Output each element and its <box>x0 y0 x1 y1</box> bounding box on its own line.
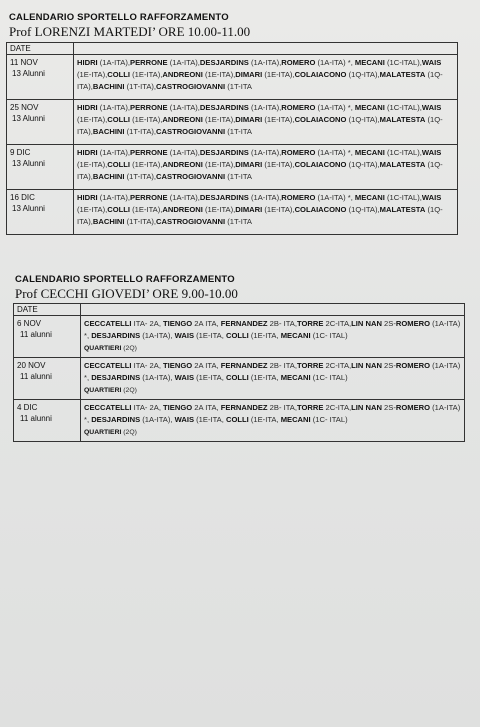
student-name: DIMARI <box>235 70 263 79</box>
student-class: (1T-ITA), <box>124 217 157 226</box>
student-class: (2Q) <box>121 429 137 436</box>
student-class: (1A-ITA), <box>248 103 282 112</box>
table-row <box>7 145 458 190</box>
student-name: ROMERO <box>281 58 316 67</box>
student-class: (1E-ITA), <box>77 70 108 79</box>
student-class: (1A-ITA), <box>167 58 200 67</box>
student-class: (1C-ITAL), <box>384 58 422 67</box>
student-class: (1A-ITA), <box>167 148 200 157</box>
student-class: (1A-ITA), <box>167 103 200 112</box>
student-name: DESJARDINS <box>199 103 249 112</box>
student-class: (1E-ITA), <box>130 205 163 214</box>
student-name: COLAIACONO <box>294 70 347 79</box>
student-class: (1A-ITA) *, <box>315 193 355 202</box>
date-cell <box>14 316 81 358</box>
student-name: FERNANDEZ <box>220 319 268 328</box>
student-class: (1E-ITA), <box>262 160 295 169</box>
student-class: (1E-ITA), <box>77 115 108 124</box>
student-class: (1T-ITA <box>225 217 252 226</box>
student-class: (1E-ITA), <box>130 70 163 79</box>
student-class: (1A-ITA), <box>248 193 282 202</box>
student-name: DESJARDINS <box>91 373 141 382</box>
student-class: (1E-ITA, <box>194 331 226 340</box>
table-row <box>14 358 465 400</box>
student-name: BACHINI <box>92 217 125 226</box>
table-row <box>7 55 458 100</box>
student-name: HIDRI <box>77 103 98 112</box>
date-cell <box>14 358 81 400</box>
student-list <box>81 316 465 358</box>
student-class: (1E-ITA), <box>262 70 295 79</box>
student-name: TORRE <box>296 403 324 412</box>
student-class: (1Q-ITA), <box>77 205 443 226</box>
student-class: (1E-ITA), <box>202 70 236 79</box>
student-name: BACHINI <box>92 127 125 136</box>
student-name: HIDRI <box>77 58 98 67</box>
student-class: (1T-ITA), <box>124 172 157 181</box>
student-class: (1E-ITA), <box>202 160 236 169</box>
student-name: LIN NAN <box>351 403 382 412</box>
prof-schedule-line: Prof CECCHI GIOVEDI’ ORE 9.00-10.00 <box>15 286 238 301</box>
student-class: (1E-ITA), <box>77 205 108 214</box>
student-name: MALATESTA <box>379 115 426 124</box>
student-list <box>74 55 458 100</box>
section-cecchi <box>13 274 465 442</box>
student-count: 13 Alunni <box>12 114 45 123</box>
student-class: (1A-ITA) *, <box>84 403 461 424</box>
student-name: PERRONE <box>130 103 168 112</box>
student-class: 2C-ITA, <box>323 403 352 412</box>
student-name: LIN NAN <box>351 361 382 370</box>
student-count: 11 alunni <box>20 372 52 381</box>
student-class: (1A-ITA), <box>97 193 131 202</box>
student-name: MECANI <box>354 148 385 157</box>
student-name: MALATESTA <box>379 160 426 169</box>
student-name: WAIS <box>174 415 195 424</box>
section-title: CALENDARIO SPORTELLO RAFFORZAMENTO <box>9 12 229 23</box>
student-name: DESJARDINS <box>91 415 141 424</box>
student-name: DESJARDINS <box>199 58 249 67</box>
section-lorenzi <box>6 12 458 235</box>
student-class: 2B- ITA, <box>267 403 297 412</box>
student-name: MECANI <box>280 373 311 382</box>
schedule-table <box>6 42 458 235</box>
student-name: WAIS <box>421 58 442 67</box>
table-row <box>7 190 458 235</box>
student-class: (1C- ITAL) <box>310 373 348 382</box>
student-name: FERNANDEZ <box>220 361 268 370</box>
student-name: DESJARDINS <box>91 331 141 340</box>
student-name: COLLI <box>225 373 249 382</box>
student-class: (1A-ITA), <box>248 58 282 67</box>
date-cell <box>7 145 74 190</box>
session-date: 6 NOV <box>17 319 42 328</box>
student-count: 13 Alunni <box>12 204 45 213</box>
student-class: (1Q-ITA), <box>346 160 380 169</box>
student-class: (1T-ITA <box>225 82 252 91</box>
student-class: (1E-ITA, <box>194 373 226 382</box>
date-cell <box>14 400 81 442</box>
student-class: ITA- 2A, <box>131 403 164 412</box>
student-class: (1A-ITA), <box>97 103 131 112</box>
prof-schedule-line: Prof LORENZI MARTEDI’ ORE 10.00-11.00 <box>9 24 251 39</box>
session-date: 11 NOV <box>10 58 38 67</box>
student-list <box>81 400 465 442</box>
student-name: TIENGO <box>163 361 193 370</box>
student-class: (1C- ITAL) <box>310 331 348 340</box>
student-class: (1A-ITA), <box>140 415 175 424</box>
student-name: WAIS <box>421 148 442 157</box>
student-name: BACHINI <box>92 82 125 91</box>
student-class: (1T-ITA <box>225 127 252 136</box>
student-name: CECCATELLI <box>84 319 132 328</box>
date-cell <box>7 55 74 100</box>
student-class: (1C-ITAL), <box>384 193 422 202</box>
student-list <box>74 145 458 190</box>
student-name: ANDREONI <box>162 160 203 169</box>
student-class: 2A ITA, <box>192 403 221 412</box>
date-cell <box>7 190 74 235</box>
student-class: ITA- 2A, <box>131 361 164 370</box>
student-name: WAIS <box>421 193 442 202</box>
student-name: DIMARI <box>235 205 263 214</box>
student-name: COLAIACONO <box>294 115 347 124</box>
student-name: TIENGO <box>163 403 193 412</box>
student-class: (1T-ITA), <box>124 82 157 91</box>
student-name: COLAIACONO <box>294 160 347 169</box>
student-class: 2S- <box>381 361 396 370</box>
student-name: COLLI <box>225 331 249 340</box>
student-name: CECCATELLI <box>84 361 132 370</box>
section-title: CALENDARIO SPORTELLO RAFFORZAMENTO <box>15 274 235 285</box>
table-row <box>14 400 465 442</box>
student-class: 2C-ITA, <box>323 319 352 328</box>
student-count: 13 Alunni <box>12 159 45 168</box>
student-name: DIMARI <box>235 160 263 169</box>
student-name: ROMERO <box>281 103 316 112</box>
student-name: COLLI <box>107 70 131 79</box>
student-class: (1E-ITA), <box>130 160 163 169</box>
student-class: (1E-ITA, <box>248 331 281 340</box>
student-name: COLAIACONO <box>294 205 347 214</box>
student-class: (1Q-ITA), <box>346 205 380 214</box>
student-class: (1C-ITAL), <box>384 103 422 112</box>
student-list <box>74 190 458 235</box>
student-class: (1E-ITA), <box>262 205 295 214</box>
student-name: BACHINI <box>92 172 125 181</box>
student-name: ROMERO <box>281 148 316 157</box>
date-cell <box>7 100 74 145</box>
student-class: 2A ITA, <box>192 319 221 328</box>
student-class: (1A-ITA) *, <box>315 103 355 112</box>
student-class: (2Q) <box>121 345 137 352</box>
student-class: (1E-ITA), <box>262 115 295 124</box>
student-class: (1A-ITA), <box>97 148 131 157</box>
student-class: (1T-ITA), <box>124 127 157 136</box>
student-class: ITA- 2A, <box>131 319 164 328</box>
student-name: COLLI <box>107 115 131 124</box>
student-list <box>81 358 465 400</box>
student-class: (1A-ITA), <box>248 148 282 157</box>
student-name: FERNANDEZ <box>220 403 268 412</box>
student-class: (1C-ITAL), <box>384 148 422 157</box>
student-class: (1A-ITA), <box>97 58 131 67</box>
student-name: WAIS <box>174 331 195 340</box>
student-name: ROMERO <box>395 361 431 370</box>
student-class: (1E-ITA), <box>77 160 108 169</box>
student-name: MECANI <box>280 331 311 340</box>
student-name: ROMERO <box>395 319 431 328</box>
student-name: COLLI <box>225 415 249 424</box>
student-name: TIENGO <box>163 319 193 328</box>
student-name: WAIS <box>421 103 442 112</box>
student-name: COLLI <box>107 160 131 169</box>
student-name: CASTROGIOVANNI <box>156 82 226 91</box>
student-name: CECCATELLI <box>84 403 132 412</box>
student-class: (1Q-ITA), <box>77 160 443 181</box>
student-class: (1E-ITA, <box>194 415 226 424</box>
student-name: LIN NAN <box>351 319 382 328</box>
student-name: ROMERO <box>395 403 431 412</box>
student-name: TORRE <box>296 319 324 328</box>
student-name: CASTROGIOVANNI <box>156 127 226 136</box>
student-class: 2S- <box>381 403 396 412</box>
student-class: (1Q-ITA), <box>346 70 380 79</box>
student-name: ANDREONI <box>162 70 203 79</box>
student-name: PERRONE <box>130 58 168 67</box>
student-class: 2A ITA, <box>192 361 221 370</box>
student-name: QUARTIERI <box>84 429 122 436</box>
student-name: WAIS <box>174 373 195 382</box>
session-date: 20 NOV <box>17 361 46 370</box>
student-class: (1A-ITA) *, <box>84 319 461 340</box>
student-list <box>74 100 458 145</box>
student-name: CASTROGIOVANNI <box>156 172 226 181</box>
student-name: MECANI <box>354 103 385 112</box>
student-class: (1E-ITA), <box>202 115 236 124</box>
student-name: TORRE <box>296 361 324 370</box>
table-row <box>14 316 465 358</box>
student-name: MALATESTA <box>379 205 426 214</box>
student-class: (1A-ITA) *, <box>315 58 355 67</box>
student-count: 11 alunni <box>20 330 52 339</box>
student-name: DESJARDINS <box>199 193 249 202</box>
student-name: QUARTIERI <box>84 345 122 352</box>
student-class: (1A-ITA) *, <box>315 148 355 157</box>
student-class: (1T-ITA <box>225 172 252 181</box>
student-class: 2B- ITA, <box>267 361 297 370</box>
student-name: MECANI <box>354 58 385 67</box>
table-row <box>7 100 458 145</box>
student-class: 2S- <box>381 319 396 328</box>
student-class: (1E-ITA), <box>202 205 236 214</box>
student-name: DESJARDINS <box>199 148 249 157</box>
student-class: (1E-ITA, <box>248 373 281 382</box>
student-name: ANDREONI <box>162 115 203 124</box>
student-name: QUARTIERI <box>84 387 122 394</box>
student-name: HIDRI <box>77 193 98 202</box>
session-date: 9 DIC <box>10 148 31 157</box>
student-name: DIMARI <box>235 115 263 124</box>
date-header: DATE <box>7 43 74 55</box>
student-count: 13 Alunni <box>12 69 45 78</box>
student-class: (1A-ITA), <box>140 331 175 340</box>
session-date: 16 DIC <box>10 193 35 202</box>
date-header: DATE <box>14 304 81 316</box>
student-name: ANDREONI <box>162 205 203 214</box>
student-class: (1E-ITA, <box>248 415 281 424</box>
student-name: PERRONE <box>130 193 168 202</box>
session-date: 25 NOV <box>10 103 39 112</box>
session-date: 4 DIC <box>17 403 38 412</box>
student-class: (1A-ITA), <box>167 193 200 202</box>
student-name: MALATESTA <box>379 70 426 79</box>
student-name: MECANI <box>280 415 311 424</box>
student-class: (1C- ITAL) <box>310 415 348 424</box>
schedule-table <box>13 303 465 442</box>
student-class: 2B- ITA, <box>267 319 297 328</box>
student-class: (1A-ITA) *, <box>84 361 461 382</box>
student-class: (1Q-ITA), <box>77 115 443 136</box>
student-class: (1E-ITA), <box>130 115 163 124</box>
student-name: COLLI <box>107 205 131 214</box>
student-class: (2Q) <box>121 387 137 394</box>
student-name: ROMERO <box>281 193 316 202</box>
student-class: (1Q-ITA), <box>77 70 443 91</box>
student-name: HIDRI <box>77 148 98 157</box>
student-name: CASTROGIOVANNI <box>156 217 226 226</box>
student-class: (1Q-ITA), <box>346 115 380 124</box>
student-count: 11 alunni <box>20 414 52 423</box>
student-class: 2C-ITA, <box>323 361 352 370</box>
student-class: (1A-ITA), <box>140 373 175 382</box>
student-name: PERRONE <box>130 148 168 157</box>
student-name: MECANI <box>354 193 385 202</box>
